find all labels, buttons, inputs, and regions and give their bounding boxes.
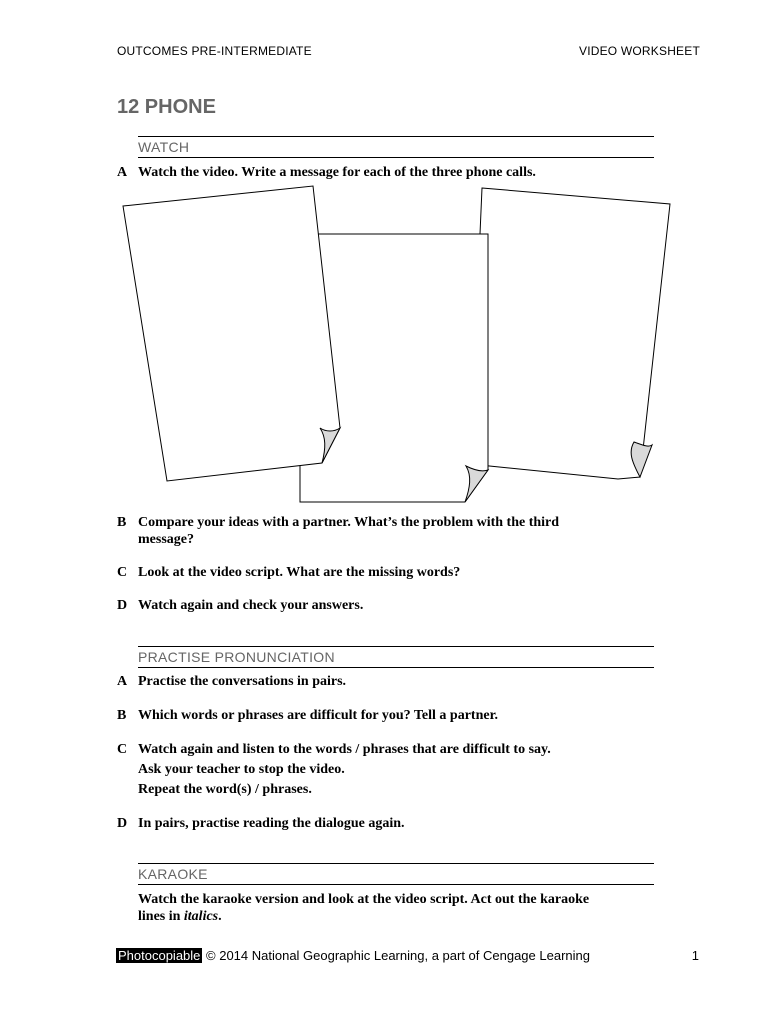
karaoke-line-prefix: lines in [138,909,184,924]
item-text: Watch the video. Write a message for each of the three phone calls. [138,165,536,180]
item-text-line: Watch again and listen to the words / phrases that are difficult to say. [138,742,551,757]
item-letter: D [117,816,128,831]
item-text-line: Repeat the word(s) / phrases. [138,782,312,797]
karaoke-line: Watch the karaoke version and look at the video script. Act out the karaoke [138,892,590,907]
section-title-watch: WATCH [138,139,190,155]
item-text: Look at the video script. What are the missing words? [138,565,461,580]
karaoke-line [138,908,648,925]
karaoke-instructions [138,891,648,925]
item-letter: C [117,742,128,757]
item-letter: A [117,674,128,689]
item-letter: D [117,598,128,613]
section-title-pronunciation: PRACTISE PRONUNCIATION [138,649,335,665]
karaoke-italic-word: italics [183,909,219,924]
item-letter: B [117,515,127,530]
message-note-right [470,188,670,479]
item-letter: B [117,708,127,723]
message-note-left [123,186,340,481]
page-title: 12 PHONE [117,96,216,118]
item-text: Which words or phrases are difficult for you? Tell a partner. [138,708,499,723]
item-text [138,740,638,800]
copyright-text: © 2014 National Geographic Learning, a part of Cengage Learning [202,948,590,963]
item-text [138,514,638,548]
item-letter: A [117,165,128,180]
section-header-karaoke [138,863,654,885]
footer-copyright [116,948,590,963]
item-text-line: message? [138,532,194,547]
item-text-line: Ask your teacher to stop the video. [138,762,345,777]
page-number: 1 [691,948,699,963]
item-text-line: Compare your ideas with a partner. What’s the problem with the third [138,515,560,530]
section-title-karaoke: KARAOKE [138,866,208,882]
karaoke-line-suffix: . [218,909,222,924]
item-text: In pairs, practise reading the dialogue again. [138,816,405,831]
course-title: OUTCOMES PRE-INTERMEDIATE [117,44,312,58]
item-text: Watch again and check your answers. [138,598,364,613]
worksheet-type: VIDEO WORKSHEET [578,44,700,58]
item-text: Practise the conversations in pairs. [138,674,347,689]
photocopiable-badge: Photocopiable [118,948,201,963]
item-letter: C [117,565,128,580]
section-header-pronunciation [138,646,654,668]
